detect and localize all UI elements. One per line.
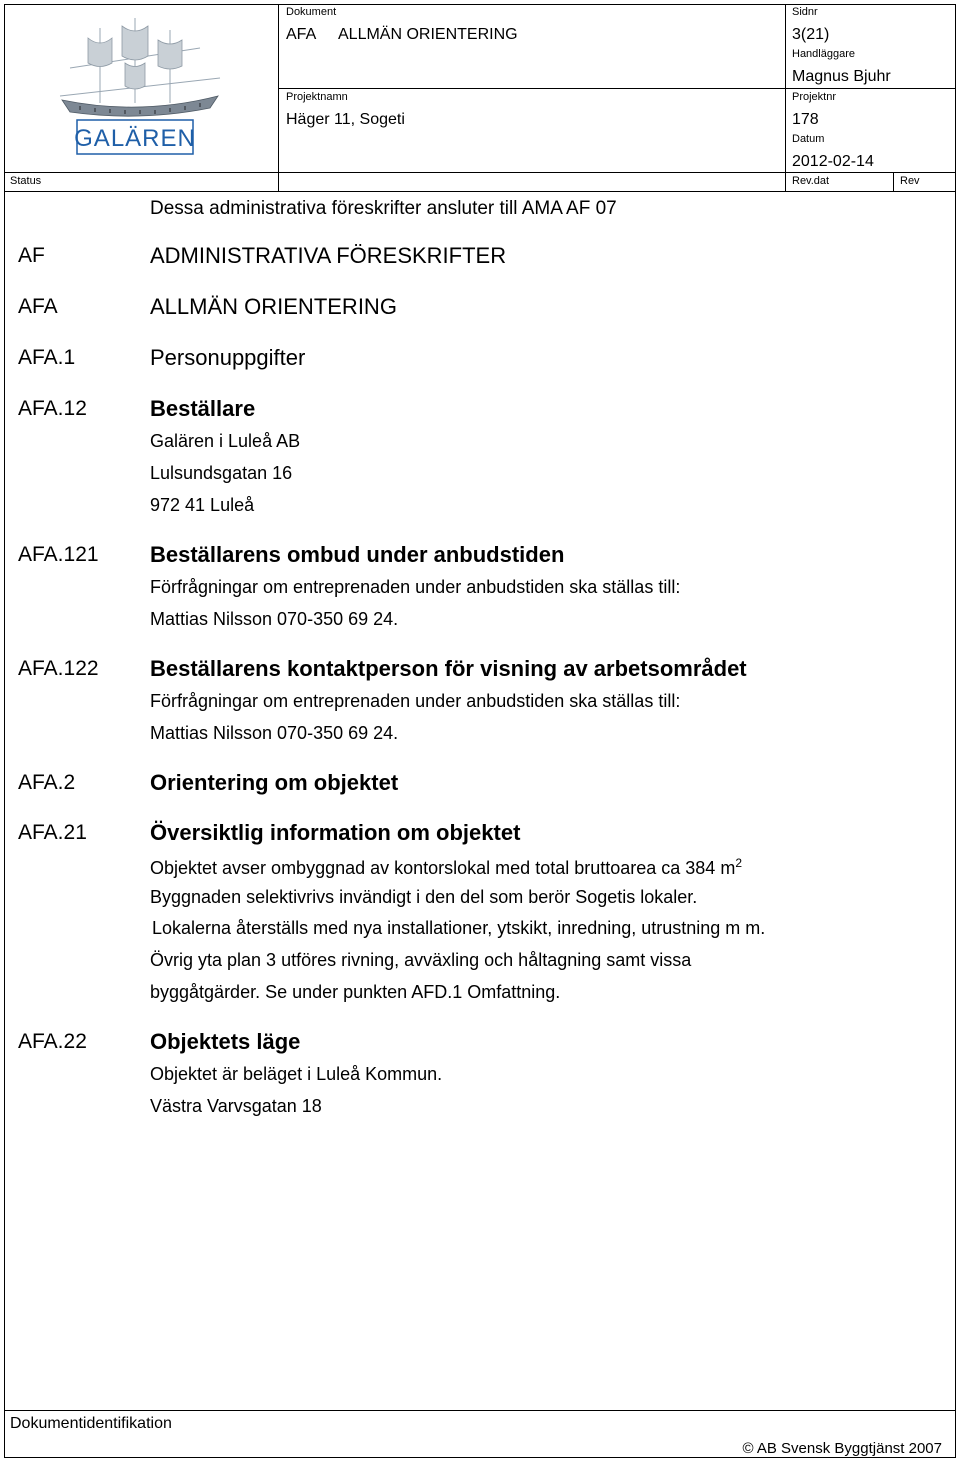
section-code-afa2: AFA.2 [18,771,76,794]
afa12-line: 972 41 Luleå [150,495,255,515]
galaren-logo [40,8,240,168]
dokument-label: Dokument [286,6,337,18]
datum-value: 2012-02-14 [792,153,874,170]
footer-rule [4,1410,956,1411]
afa12-line: Lulsundsgatan 16 [150,463,293,483]
header-rule-bottom [4,191,956,192]
projektnamn-value: Häger 11, Sogeti [286,111,405,128]
afa21-line: byggåtgärder. Se under punkten AFD.1 Omfattning. [150,982,561,1002]
section-title-afa121: Beställarens ombud under anbudstiden [150,542,565,567]
superscript: 2 [735,856,743,870]
status-label: Status [10,175,42,187]
section-code-afa12: AFA.12 [18,397,87,420]
header-divider-left [278,4,279,191]
projektnr-value: 178 [792,111,819,128]
afa21-line: Lokalerna återställs med nya installationer, ytskikt, inredning, utrustning m m. [152,918,766,938]
section-code-afa121: AFA.121 [18,543,99,566]
section-title-afa12: Beställare [150,396,256,421]
section-code-afa21: AFA.21 [18,821,87,844]
section-title-afa: ALLMÄN ORIENTERING [150,294,397,319]
afa21-line: Övrig yta plan 3 utföres rivning, avväxling och håltagning samt vissa [150,950,692,970]
projektnamn-label: Projektnamn [286,91,348,103]
intro-text: Dessa administrativa föreskrifter ansluter till AMA AF 07 [150,198,617,219]
header-rule-status [4,172,956,173]
section-code-afa22: AFA.22 [18,1030,87,1053]
header-divider-rev [893,172,894,191]
afa122-line: Mattias Nilsson 070-350 69 24. [150,723,399,743]
afa21-line: Byggnaden selektivrivs invändigt i den del som berör Sogetis lokaler. [150,887,698,907]
dokid-label: Dokumentidentifikation [10,1415,172,1432]
header-rule-mid [278,88,956,89]
projektnr-label: Projektnr [792,91,837,103]
ship-icon [40,8,240,168]
afa21-line: Objektet avser ombyggnad av kontorslokal med total bruttoarea ca 384 m [150,858,736,878]
datum-label: Datum [792,133,825,145]
section-code-afa1: AFA.1 [18,346,76,369]
afa121-line: Förfrågningar om entreprenaden under anbudstiden ska ställas till: [150,577,681,597]
sidnr-label: Sidnr [792,6,818,18]
section-title-afa122: Beställarens kontaktperson för visning av arbetsområdet [150,656,747,681]
section-code-afa122: AFA.122 [18,657,99,680]
section-title-afa1: Personuppgifter [150,345,306,370]
section-title-afa2: Orientering om objektet [150,770,399,795]
header-divider-right [785,4,786,191]
svg-text:GALÄREN: GALÄREN [74,125,196,152]
afa22-line: Västra Varvsgatan 18 [150,1096,322,1116]
handlaggare-label: Handläggare [792,48,855,60]
rev-label: Rev [900,175,920,187]
section-title-af: ADMINISTRATIVA FÖRESKRIFTER [150,243,507,268]
dokument-title: ALLMÄN ORIENTERING [338,26,518,43]
page-frame [4,4,956,1458]
afa22-line: Objektet är beläget i Luleå Kommun. [150,1064,443,1084]
section-code-afa: AFA [18,295,58,318]
sidnr-value: 3(21) [792,26,830,43]
section-title-afa22: Objektets läge [150,1029,301,1054]
afa12-line: Galären i Luleå AB [150,431,301,451]
dokument-code: AFA [286,26,317,43]
afa122-line: Förfrågningar om entreprenaden under anbudstiden ska ställas till: [150,691,681,711]
section-code-af: AF [18,244,45,267]
handlaggare-value: Magnus Bjuhr [792,68,891,85]
afa21-line-area [150,856,742,879]
revdat-label: Rev.dat [792,175,830,187]
copyright: © AB Svensk Byggtjänst 2007 [742,1440,942,1457]
section-title-afa21: Översiktlig information om objektet [150,820,521,845]
afa121-line: Mattias Nilsson 070-350 69 24. [150,609,399,629]
